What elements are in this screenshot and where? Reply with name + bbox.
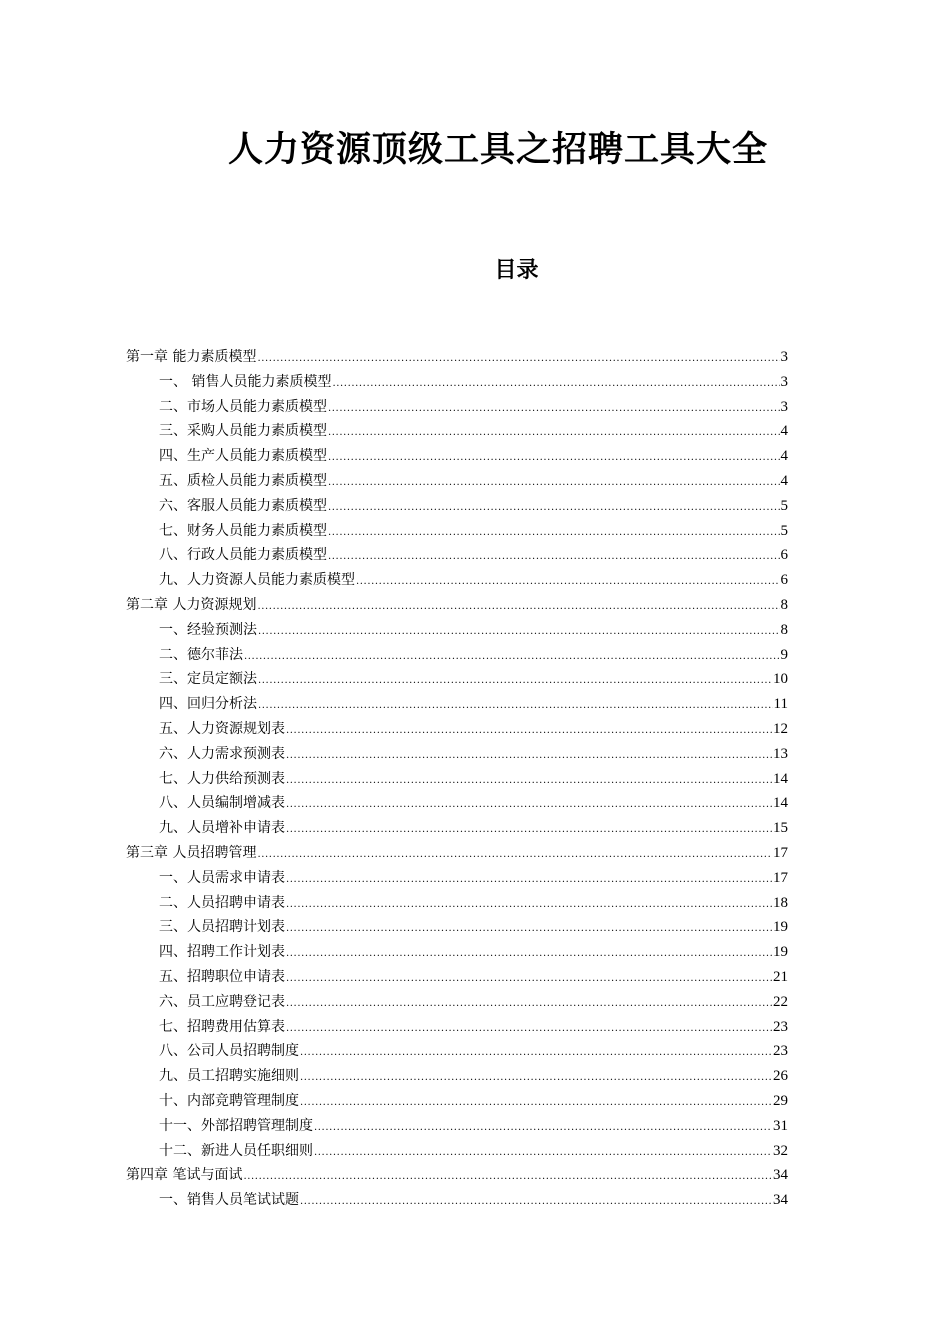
toc-section-entry[interactable] [126,742,788,767]
table-of-contents [126,345,788,1213]
toc-dot-leader [286,992,772,1017]
toc-entry-label: 七、财务人员能力素质模型 [159,522,327,539]
toc-page-number: 9 [780,646,788,663]
toc-entry-label: 一、人员需求申请表 [159,869,285,886]
toc-dot-leader [286,917,772,942]
toc-section-entry[interactable] [126,395,788,420]
toc-section-entry[interactable] [126,444,788,469]
toc-page-number: 14 [773,770,788,787]
toc-dot-leader [286,793,772,818]
toc-dot-leader [257,843,772,868]
toc-page-number: 8 [780,621,788,638]
toc-section-entry[interactable] [126,1188,788,1213]
toc-section-entry[interactable] [126,990,788,1015]
toc-dot-leader [332,372,779,397]
toc-dot-leader [244,645,780,670]
toc-page-number: 3 [780,373,788,390]
toc-section-entry[interactable] [126,692,788,717]
toc-page-number: 3 [780,398,788,415]
toc-dot-leader [328,545,780,570]
toc-section-entry[interactable] [126,1139,788,1164]
document-title: 人力资源顶级工具之招聘工具大全 [228,129,769,170]
toc-page-number: 23 [773,1043,788,1060]
toc-section-entry[interactable] [126,419,788,444]
toc-dot-leader [300,1041,772,1066]
toc-dot-leader [300,1190,772,1215]
toc-page-number: 14 [773,795,788,812]
toc-entry-label: 三、人员招聘计划表 [159,919,285,936]
toc-page-number: 10 [773,671,788,688]
toc-page-number: 6 [780,547,788,564]
toc-page-number: 19 [773,944,788,961]
toc-section-entry[interactable] [126,891,788,916]
toc-section-entry[interactable] [126,519,788,544]
toc-dot-leader [257,347,779,372]
toc-section-entry[interactable] [126,791,788,816]
toc-entry-label: 十、内部竞聘管理制度 [159,1092,299,1109]
toc-page-number: 18 [773,894,788,911]
toc-entry-label: 五、质检人员能力素质模型 [159,472,327,489]
toc-dot-leader [258,694,773,719]
toc-section-entry[interactable] [126,915,788,940]
toc-entry-label: 三、采购人员能力素质模型 [159,423,327,440]
toc-page-number: 26 [773,1068,788,1085]
toc-dot-leader [286,967,772,992]
toc-entry-label: 第三章 人员招聘管理 [126,844,257,861]
toc-dot-leader [300,1066,772,1091]
toc-entry-label: 十二、新进人员任职细则 [159,1142,313,1159]
toc-page-number: 11 [773,696,788,713]
toc-entry-label: 二、德尔菲法 [159,646,243,663]
toc-dot-leader [258,620,780,645]
toc-dot-leader [286,719,772,744]
toc-entry-label: 九、人员增补申请表 [159,820,285,837]
toc-section-entry[interactable] [126,568,788,593]
toc-entry-label: 六、人力需求预测表 [159,745,285,762]
toc-page-number: 8 [780,596,788,613]
toc-section-entry[interactable] [126,1089,788,1114]
toc-entry-label: 五、招聘职位申请表 [159,968,285,985]
toc-dot-leader [328,471,780,496]
toc-chapter-entry[interactable] [126,841,788,866]
toc-dot-leader [286,769,772,794]
toc-dot-leader [243,1165,772,1190]
toc-page-number: 5 [780,497,788,514]
toc-entry-label: 五、人力资源规划表 [159,720,285,737]
toc-page-number: 12 [773,720,788,737]
toc-entry-label: 八、公司人员招聘制度 [159,1043,299,1060]
toc-page-number: 4 [780,472,788,489]
toc-entry-label: 第四章 笔试与面试 [126,1167,243,1184]
toc-page-number: 19 [773,919,788,936]
toc-entry-label: 九、人力资源人员能力素质模型 [159,572,355,589]
toc-heading: 目录 [494,258,539,283]
toc-dot-leader [258,669,772,694]
toc-dot-leader [286,744,772,769]
toc-page-number: 13 [773,745,788,762]
toc-entry-label: 四、回归分析法 [159,696,257,713]
toc-dot-leader [314,1116,772,1141]
toc-entry-label: 一、 销售人员能力素质模型 [159,373,332,390]
toc-entry-label: 四、招聘工作计划表 [159,944,285,961]
toc-section-entry[interactable] [126,717,788,742]
toc-entry-label: 第二章 人力资源规划 [126,596,257,613]
toc-dot-leader [257,595,779,620]
toc-entry-label: 第一章 能力素质模型 [126,349,257,365]
toc-section-entry[interactable] [126,816,788,841]
toc-entry-label: 六、员工应聘登记表 [159,993,285,1010]
toc-page-number: 22 [773,993,788,1010]
toc-page-number: 15 [773,820,788,837]
toc-dot-leader [356,570,780,595]
toc-dot-leader [286,942,772,967]
toc-page-number: 34 [773,1192,788,1209]
toc-dot-leader [314,1141,772,1166]
toc-section-entry[interactable] [126,866,788,891]
toc-section-entry[interactable] [126,370,788,395]
toc-dot-leader [286,1017,772,1042]
toc-page-number: 31 [773,1117,788,1134]
toc-page-number: 32 [773,1142,788,1159]
toc-section-entry[interactable] [126,469,788,494]
toc-entry-label: 六、客服人员能力素质模型 [159,497,327,514]
toc-entry-label: 二、人员招聘申请表 [159,894,285,911]
toc-page-number: 6 [780,572,788,589]
toc-page-number: 4 [780,423,788,440]
toc-page-number: 29 [773,1092,788,1109]
toc-entry-label: 十一、外部招聘管理制度 [159,1117,313,1134]
toc-dot-leader [286,893,772,918]
toc-entry-label: 一、销售人员笔试试题 [159,1192,299,1209]
toc-dot-leader [328,521,780,546]
toc-page-number: 4 [780,448,788,465]
toc-section-entry[interactable] [126,940,788,965]
toc-dot-leader [286,818,772,843]
toc-section-entry[interactable] [126,618,788,643]
toc-page-number: 17 [773,869,788,886]
toc-entry-label: 八、人员编制增减表 [159,795,285,812]
toc-entry-label: 三、定员定额法 [159,671,257,688]
toc-entry-label: 四、生产人员能力素质模型 [159,448,327,465]
toc-chapter-entry[interactable] [126,345,788,370]
toc-section-entry[interactable] [126,767,788,792]
toc-page-number: 5 [780,522,788,539]
toc-page-number: 34 [773,1167,788,1184]
toc-entry-label: 一、经验预测法 [159,621,257,638]
toc-dot-leader [328,421,780,446]
toc-section-entry[interactable] [126,1015,788,1040]
toc-page-number: 17 [773,844,788,861]
toc-entry-label: 二、市场人员能力素质模型 [159,398,327,415]
toc-section-entry[interactable] [126,667,788,692]
toc-dot-leader [286,868,772,893]
toc-entry-label: 七、人力供给预测表 [159,770,285,787]
toc-entry-label: 九、员工招聘实施细则 [159,1068,299,1085]
toc-section-entry[interactable] [126,643,788,668]
toc-section-entry[interactable] [126,1039,788,1064]
toc-dot-leader [328,496,780,521]
toc-dot-leader [328,397,780,422]
toc-entry-label: 七、招聘费用估算表 [159,1018,285,1035]
toc-section-entry[interactable] [126,965,788,990]
toc-section-entry[interactable] [126,1114,788,1139]
toc-dot-leader [328,446,780,471]
toc-chapter-entry[interactable] [126,593,788,618]
toc-page-number: 21 [773,968,788,985]
toc-section-entry[interactable] [126,1064,788,1089]
toc-section-entry[interactable] [126,543,788,568]
toc-section-entry[interactable] [126,494,788,519]
toc-page-number: 23 [773,1018,788,1035]
toc-chapter-entry[interactable] [126,1163,788,1188]
toc-dot-leader [300,1091,772,1116]
toc-entry-label: 八、行政人员能力素质模型 [159,547,327,564]
toc-page-number: 3 [780,349,788,365]
